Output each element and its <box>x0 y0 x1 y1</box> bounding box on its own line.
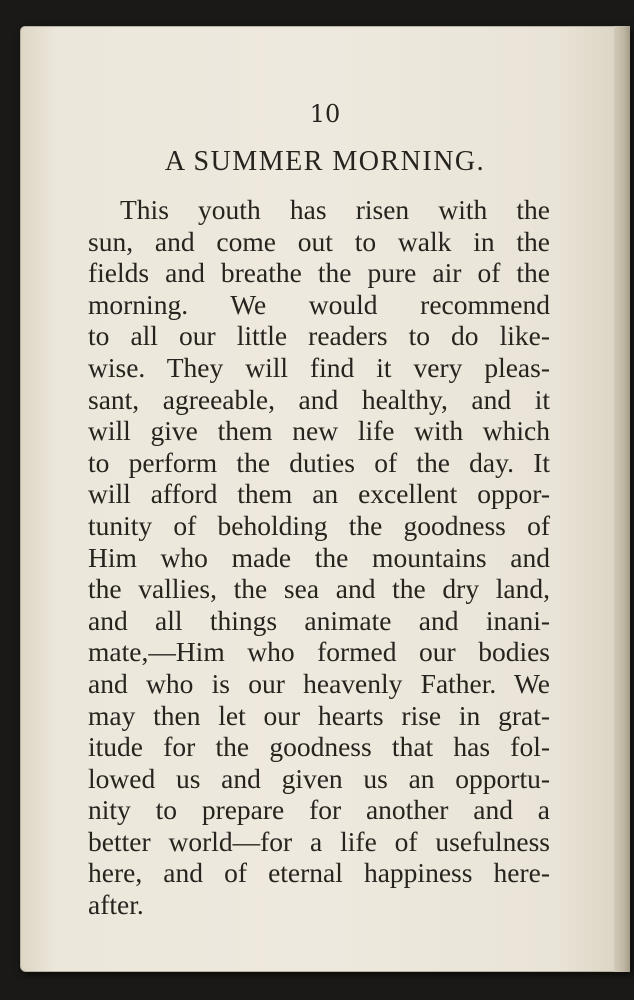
text-line: will give them new life with which <box>88 415 550 447</box>
text-line: itude for the goodness that has fol- <box>88 731 550 763</box>
text-line: This youth has risen with the <box>120 194 550 225</box>
text-line: wise. They will find it very pleas- <box>88 351 550 383</box>
text-line: and who is our heavenly Father. We <box>88 667 550 699</box>
text-line: to perform the duties of the day. It <box>88 446 550 478</box>
text-line: the vallies, the sea and the dry land, <box>88 573 550 605</box>
book-page <box>20 26 630 972</box>
text-line: Him who made the mountains and <box>88 541 550 573</box>
text-line: after. <box>88 889 144 921</box>
body-text <box>88 194 550 921</box>
text-line: better world—for a life of usefulness <box>88 825 550 857</box>
text-line: may then let our hearts rise in grat- <box>88 699 550 731</box>
text-line: and all things animate and inani- <box>88 604 550 636</box>
text-line: mate,—Him who formed our bodies <box>88 636 550 668</box>
text-line: lowed us and given us an opportu- <box>88 762 550 794</box>
text-line: morning. We would recommend <box>88 288 550 320</box>
text-line: to all our little readers to do like- <box>88 320 550 352</box>
chapter-title: A SUMMER MORNING. <box>164 146 486 177</box>
text-line: nity to prepare for another and a <box>88 794 550 826</box>
text-line: here, and of eternal happiness here- <box>88 857 550 889</box>
text-line: will afford them an excellent oppor- <box>88 478 550 510</box>
text-line: sun, and come out to walk in the <box>88 225 550 257</box>
text-line: sant, agreeable, and healthy, and it <box>88 383 550 415</box>
page-number: 10 <box>309 100 341 128</box>
text-line: tunity of beholding the goodness of <box>88 509 550 541</box>
text-line: fields and breathe the pure air of the <box>88 257 550 289</box>
